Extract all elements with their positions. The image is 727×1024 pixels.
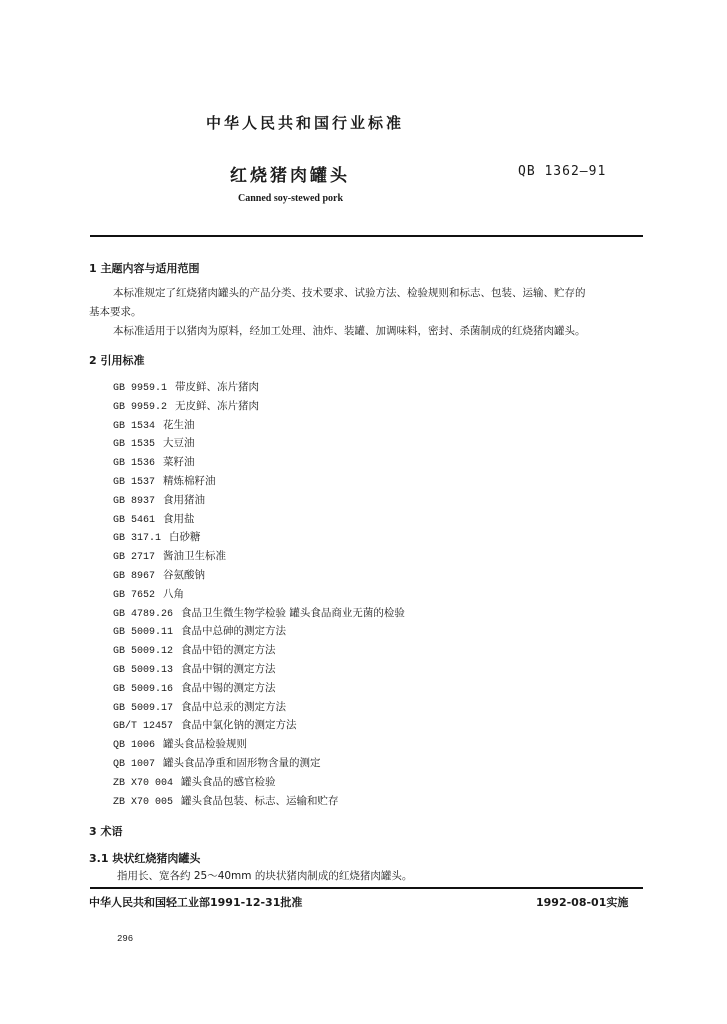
ref-code: GB/T 12457 — [113, 721, 174, 733]
ref-code: GB 1537 — [113, 476, 156, 488]
ref-item — [113, 736, 405, 755]
reference-list — [113, 379, 405, 811]
ref-title: 八角 — [163, 587, 185, 600]
ref-code: GB 1535 — [113, 439, 156, 451]
page-number: 296 — [117, 934, 134, 944]
ref-title: 白砂糖 — [169, 531, 201, 544]
ref-code: ZB X70 005 — [113, 796, 174, 808]
doc-code: QB 1362—91 — [518, 164, 607, 179]
ref-title: 精炼棉籽油 — [163, 474, 216, 487]
ref-code: GB 9959.1 — [113, 383, 168, 394]
ref-code: ZB X70 004 — [113, 777, 174, 789]
ref-title: 食品卫生微生物学检验 罐头食品商业无菌的检验 — [181, 606, 405, 619]
ref-title: 大豆油 — [163, 437, 195, 450]
english-title: Canned soy-stewed pork — [238, 193, 344, 204]
ref-code: GB 1536 — [113, 458, 156, 470]
ref-item — [113, 548, 405, 567]
ref-title: 罐头食品检验规则 — [163, 738, 248, 751]
ref-title: 食品中铜的测定方法 — [181, 662, 276, 675]
ref-code: GB 5009.16 — [113, 683, 174, 695]
ref-item — [113, 755, 405, 774]
ref-title: 食品中铅的测定方法 — [181, 644, 276, 657]
ref-item — [113, 717, 405, 736]
section1-heading: 1 主题内容与适用范围 — [89, 262, 200, 275]
ref-title: 食品中锡的测定方法 — [181, 681, 276, 694]
ref-code: GB 7652 — [113, 589, 156, 601]
ref-title: 罐头食品的感官检验 — [181, 775, 276, 788]
ref-code: GB 5009.11 — [113, 627, 174, 639]
section1-para1-line2: 基本要求。 — [89, 306, 142, 318]
ref-item — [113, 642, 405, 661]
ref-code: GB 1534 — [113, 420, 156, 432]
ref-title: 带皮鲜、冻片猪肉 — [175, 381, 260, 393]
ref-code: GB 317.1 — [113, 533, 162, 545]
ref-item — [113, 774, 405, 793]
section3-subheading: 3.1 块状红烧猪肉罐头 — [89, 852, 201, 865]
ref-code: GB 8937 — [113, 495, 156, 507]
ref-item — [113, 473, 405, 492]
issued-statement: 中华人民共和国轻工业部1991-12-31批准 — [89, 896, 303, 909]
ref-item — [113, 454, 405, 473]
ref-item — [113, 793, 405, 812]
ref-code: GB 4789.26 — [113, 608, 174, 620]
doc-title: 红烧猪肉罐头 — [230, 166, 350, 186]
ref-title: 谷氨酸钠 — [163, 568, 206, 581]
ref-title: 菜籽油 — [163, 456, 195, 469]
ref-item — [113, 623, 405, 642]
ref-item — [113, 699, 405, 718]
bottom-rule — [90, 887, 643, 889]
ref-item — [113, 661, 405, 680]
ref-item — [113, 492, 405, 511]
ref-title: 食品中总砷的测定方法 — [181, 625, 287, 638]
ref-code: GB 8967 — [113, 570, 156, 582]
section1-para2: 本标准适用于以猪肉为原料，经加工处理、油炸、装罐、加调味料，密封、杀菌制成的红烧猪肉罐头。 — [113, 325, 586, 337]
ref-item — [113, 680, 405, 699]
ref-code: GB 9959.2 — [113, 401, 168, 413]
ref-code: GB 5009.17 — [113, 702, 174, 714]
section2-heading: 2 引用标准 — [89, 354, 145, 367]
effective-date: 1992-08-01实施 — [536, 896, 629, 909]
ref-title: 无皮鲜、冻片猪肉 — [175, 399, 260, 412]
section3-heading: 3 术语 — [89, 825, 123, 838]
org-title: 中华人民共和国行业标准 — [205, 114, 404, 132]
ref-item — [113, 379, 405, 398]
ref-title: 食品中氯化钠的测定方法 — [181, 719, 297, 732]
top-rule — [90, 235, 643, 237]
ref-code: GB 5009.13 — [113, 664, 174, 676]
ref-title: 罐头食品包装、标志、运输和贮存 — [181, 794, 339, 807]
ref-title: 食品中总汞的测定方法 — [181, 700, 287, 713]
ref-title: 罐头食品净重和固形物含量的测定 — [163, 756, 321, 769]
ref-code: GB 5461 — [113, 514, 156, 526]
ref-item — [113, 586, 405, 605]
ref-title: 食用盐 — [163, 512, 195, 525]
ref-code: GB 5009.12 — [113, 646, 174, 658]
ref-code: QB 1007 — [113, 758, 156, 770]
ref-title: 酱油卫生标准 — [163, 550, 227, 563]
ref-title: 花生油 — [163, 418, 195, 431]
ref-item — [113, 398, 405, 417]
ref-item — [113, 567, 405, 586]
ref-title: 食用猪油 — [163, 493, 206, 506]
ref-code: GB 2717 — [113, 552, 156, 564]
section3-definition: 指用长、宽各约 25～40mm 的块状猪肉制成的红烧猪肉罐头。 — [117, 870, 413, 882]
section1-para1-line1: 本标准规定了红烧猪肉罐头的产品分类、技术要求、试验方法、检验规则和标志、包装、运输、贮存的 — [113, 287, 586, 299]
ref-item — [113, 417, 405, 436]
ref-item — [113, 435, 405, 454]
ref-item — [113, 529, 405, 548]
ref-item — [113, 605, 405, 624]
ref-item — [113, 511, 405, 530]
ref-code: QB 1006 — [113, 740, 156, 752]
